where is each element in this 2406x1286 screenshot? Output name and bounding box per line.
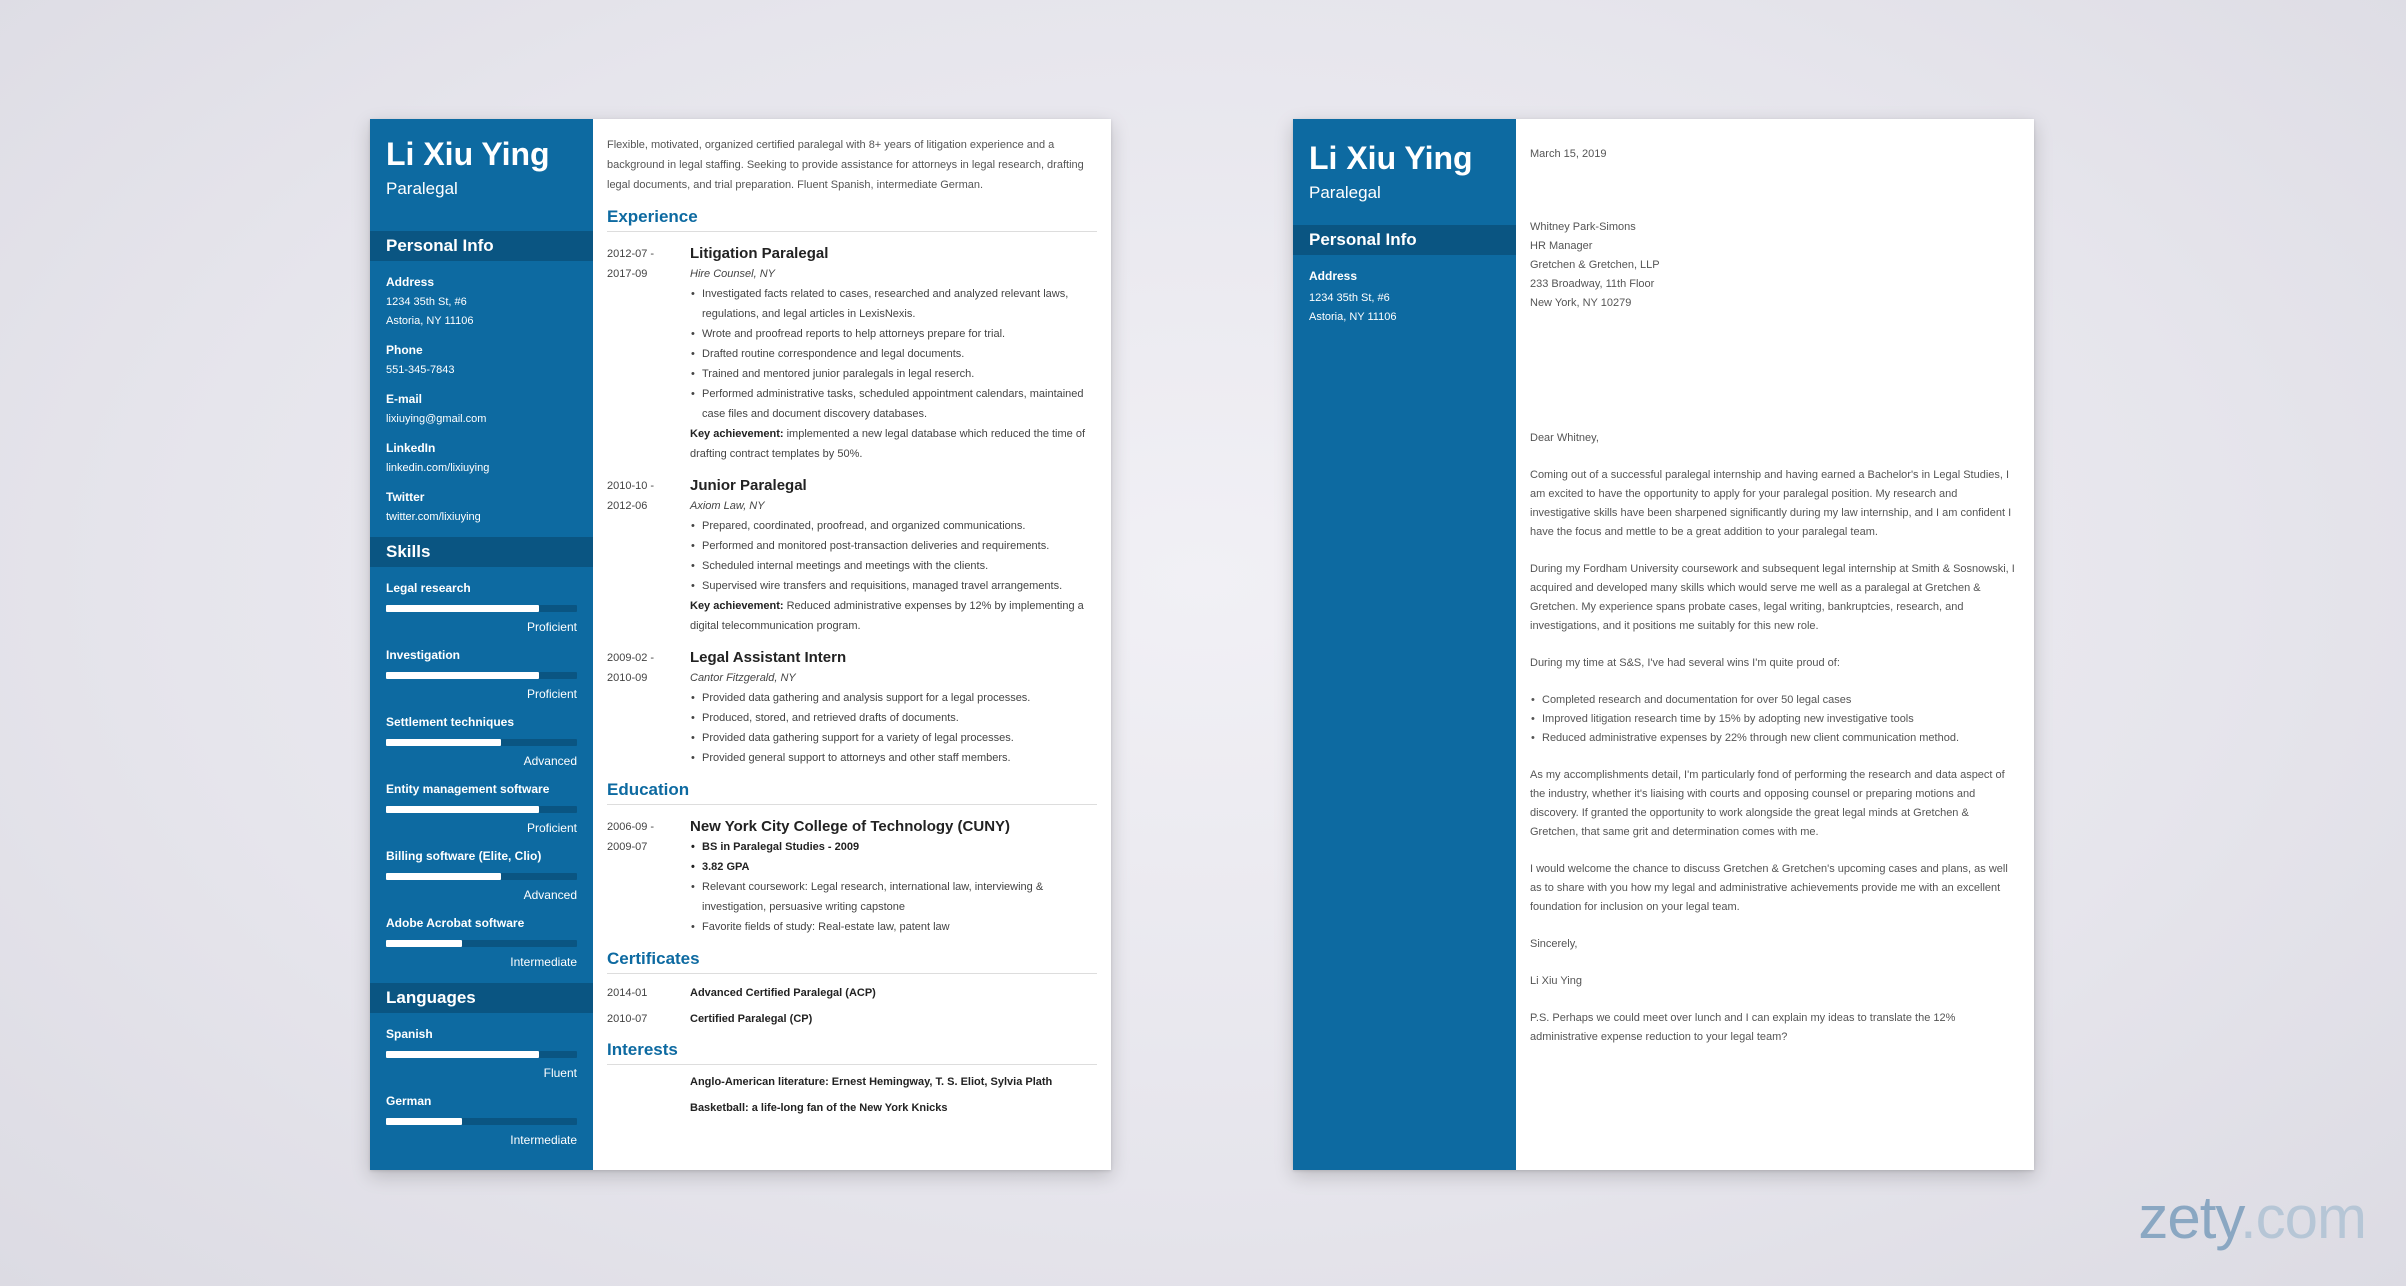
experience-heading: Experience xyxy=(607,207,1097,232)
recipient-line: Whitney Park-Simons xyxy=(1530,221,1636,233)
experience-entry xyxy=(607,476,1097,636)
skill-item xyxy=(370,849,593,902)
skill-bar xyxy=(386,806,577,813)
interests-heading: Interests xyxy=(607,1040,1097,1065)
skill-bar xyxy=(386,1051,577,1058)
skill-name: Entity management software xyxy=(386,782,550,796)
job-duty: • Provided general support to attorneys and other staff members. xyxy=(702,748,1097,768)
education-fields: • Favorite fields of study: Real-estate law, patent law xyxy=(702,917,1097,937)
job-duty: • Provided data gathering and analysis support for a legal processes. xyxy=(702,688,1097,708)
info-label: LinkedIn xyxy=(386,441,436,455)
paragraph-3: During my time at S&S, I've had several wins I'm quite proud of: xyxy=(1530,657,1840,669)
skill-item xyxy=(370,916,593,969)
win-item: • Improved litigation research time by 15% by adopting new investigative tools xyxy=(1542,710,2020,729)
skill-item xyxy=(370,1027,593,1080)
skill-bar-fill xyxy=(386,1118,462,1125)
skill-name: Legal research xyxy=(386,581,471,595)
languages-heading: Languages xyxy=(370,983,593,1013)
skill-item xyxy=(370,648,593,701)
job-title: Litigation Paralegal xyxy=(690,245,829,262)
interest-item: Basketball: a life-long fan of the New York Knicks xyxy=(690,1102,948,1114)
job-duty: • Performed administrative tasks, scheduled appointment calendars, maintained case files and document discovery databases. xyxy=(702,384,1097,424)
experience-body xyxy=(690,476,1097,636)
experience-date-start: 2009-02 - xyxy=(607,652,655,664)
recipient-line: Gretchen & Gretchen, LLP xyxy=(1530,259,1660,271)
skill-bar xyxy=(386,940,577,947)
info-label: Phone xyxy=(386,343,423,357)
skill-level: Intermediate xyxy=(510,1133,577,1147)
paragraph-5: I would welcome the chance to discuss Gretchen & Gretchen's upcoming cases and plans, as well as to share with you how my legal and administrative achievements provide me with an excellent foundation for inclusion on your legal team. xyxy=(1530,863,2008,913)
skill-bar xyxy=(386,873,577,880)
letter-name: Li Xiu Ying xyxy=(1309,140,1473,176)
skill-bar xyxy=(386,605,577,612)
resume-name: Li Xiu Ying xyxy=(386,136,550,172)
education-heading: Education xyxy=(607,780,1097,805)
skill-name: Investigation xyxy=(386,648,461,662)
logo-brand: zety xyxy=(2138,1184,2240,1251)
skill-item xyxy=(370,581,593,634)
job-duty: • Scheduled internal meetings and meetings with the clients. xyxy=(702,556,1097,576)
skill-item xyxy=(370,1094,593,1147)
recipient-line: 233 Broadway, 11th Floor xyxy=(1530,278,1655,290)
skill-bar xyxy=(386,1118,577,1125)
skill-bar-fill xyxy=(386,873,501,880)
skill-level: Proficient xyxy=(526,620,577,634)
skill-bar-fill xyxy=(386,605,539,612)
experience-date-end: 2012-06 xyxy=(607,500,648,512)
languages-list xyxy=(370,1027,593,1147)
certificates-heading: Certificates xyxy=(607,949,1097,974)
skill-name: Billing software (Elite, Clio) xyxy=(386,849,542,863)
experience-list xyxy=(607,244,1097,768)
certificate-name: Certified Paralegal (CP) xyxy=(690,1013,813,1025)
skills-list xyxy=(370,581,593,969)
education-date-start: 2006-09 - xyxy=(607,821,655,833)
cover-letter-page xyxy=(1293,119,2034,1170)
win-item: • Reduced administrative expenses by 22% through new client communication method. xyxy=(1542,729,2020,748)
experience-body xyxy=(690,648,1097,768)
letter-body xyxy=(1516,119,2034,1170)
certificate-date: 2014-01 xyxy=(607,987,648,999)
education-school: New York City College of Technology (CUNY) xyxy=(690,818,1011,835)
job-duty: • Wrote and proofread reports to help attorneys prepare for trial. xyxy=(702,324,1097,344)
job-duties xyxy=(690,284,1097,424)
skill-item xyxy=(370,782,593,835)
skill-level: Advanced xyxy=(523,888,577,902)
education-gpa: • 3.82 GPA xyxy=(702,857,1097,877)
job-duty: • Trained and mentored junior paralegals in legal reserch. xyxy=(702,364,1097,384)
paragraph-4: As my accomplishments detail, I'm particularly fond of performing the research and data aspect of the industry, whether it's liaising with courts and opposing counsel or preparing motions and discovery. If granted the opportunity to work alongside the great legal minds at Gretchen & Gretchen, that same grit and determination comes with me. xyxy=(1530,769,2005,838)
key-achievement-label: Key achievement: xyxy=(690,428,784,440)
recipient-line: HR Manager xyxy=(1530,240,1593,252)
letter-job-title: Paralegal xyxy=(1309,183,1381,202)
paragraph-2: During my Fordham University coursework and subsequent legal internship at Smith & Sosnowski, I acquired and developed many skills which would serve me well as a paralegal at Gretchen & Gretchen. My experience spans probate cases, legal writing, bankruptcies, research, and investigations, and it positions me suitably for this new role. xyxy=(1530,563,2015,632)
info-value: linkedin.com/lixiuying xyxy=(386,462,490,474)
info-label: Address xyxy=(386,275,435,289)
certificate-row xyxy=(607,1010,1097,1028)
experience-body xyxy=(690,244,1097,464)
recipient-block xyxy=(1530,218,2020,313)
job-company: Axiom Law, NY xyxy=(690,500,765,512)
job-duty: • Performed and monitored post-transaction deliveries and requirements. xyxy=(702,536,1097,556)
skill-bar-fill xyxy=(386,672,539,679)
resume-page xyxy=(370,119,1111,1170)
certificate-date: 2010-07 xyxy=(607,1013,648,1025)
job-title: Junior Paralegal xyxy=(690,477,807,494)
job-company: Cantor Fitzgerald, NY xyxy=(690,672,796,684)
logo-suffix: .com xyxy=(2239,1184,2366,1251)
key-achievement xyxy=(690,596,1097,636)
postscript: P.S. Perhaps we could meet over lunch and I can explain my ideas to translate the 12% administrative expense reduction to your legal team? xyxy=(1530,1012,1956,1043)
info-value: 1234 35th St, #6 Astoria, NY 11106 xyxy=(386,296,474,327)
skill-level: Advanced xyxy=(523,754,577,768)
skill-bar-fill xyxy=(386,739,501,746)
job-duty: • Produced, stored, and retrieved drafts of documents. xyxy=(702,708,1097,728)
resume-job-title: Paralegal xyxy=(386,179,458,198)
personal-info-heading: Personal Info xyxy=(370,231,593,261)
experience-date-end: 2010-09 xyxy=(607,672,648,684)
skill-bar-fill xyxy=(386,806,539,813)
skill-level: Fluent xyxy=(543,1066,577,1080)
skill-level: Intermediate xyxy=(510,955,577,969)
info-label: Twitter xyxy=(386,490,425,504)
info-label: E-mail xyxy=(386,392,423,406)
letter-date: March 15, 2019 xyxy=(1530,148,1607,160)
skill-level: Proficient xyxy=(526,821,577,835)
job-duty: • Prepared, coordinated, proofread, and organized communications. xyxy=(702,516,1097,536)
interest-item: Anglo-American literature: Ernest Hemingway, T. S. Eliot, Sylvia Plath xyxy=(690,1076,1053,1088)
resume-sidebar xyxy=(370,119,593,1170)
job-duties xyxy=(690,688,1097,768)
win-item: • Completed research and documentation for over 50 legal cases xyxy=(1542,691,2020,710)
experience-date-end: 2017-09 xyxy=(607,268,648,280)
certificate-row xyxy=(607,984,1097,1002)
skill-name: Settlement techniques xyxy=(386,715,515,729)
wins-list xyxy=(1530,691,2020,748)
job-title: Legal Assistant Intern xyxy=(690,649,847,666)
paragraph-1: Coming out of a successful paralegal internship and having earned a Bachelor's in Legal Studies, I am excited to have the opportunity to apply for your paralegal position. My research and investigative skills have been sharpened significantly during my law internship, and I am confident I have the focus and mettle to be a great addition to your paralegal team. xyxy=(1530,469,2012,538)
resume-main xyxy=(593,119,1111,1170)
skill-bar-fill xyxy=(386,940,462,947)
experience-date-start: 2012-07 - xyxy=(607,248,655,260)
education-coursework: • Relevant coursework: Legal research, international law, interviewing & investigation, persuasive writing capstone xyxy=(702,877,1097,917)
info-value: lixiuying@gmail.com xyxy=(386,413,487,425)
key-achievement-label: Key achievement: xyxy=(690,600,784,612)
key-achievement xyxy=(690,424,1097,464)
certificate-name: Advanced Certified Paralegal (ACP) xyxy=(690,987,876,999)
letter-address-label: Address xyxy=(1309,269,1358,283)
job-duty: • Supervised wire transfers and requisitions, managed travel arrangements. xyxy=(702,576,1097,596)
job-duty: • Provided data gathering support for a variety of legal processes. xyxy=(702,728,1097,748)
experience-entry xyxy=(607,244,1097,464)
summary-text: Flexible, motivated, organized certified paralegal with 8+ years of litigation experience and a background in legal staffing. Seeking to provide assistance for attorneys in legal research, drafting legal documents, and trial preparation. Fluent Spanish, intermediate German. xyxy=(607,139,1084,191)
key-achievement-text: Reduced administrative expenses by 12% by implementing a digital telecommunication program. xyxy=(690,600,1084,632)
experience-date-start: 2010-10 - xyxy=(607,480,655,492)
info-value: twitter.com/lixiuying xyxy=(386,511,481,523)
experience-entry xyxy=(607,648,1097,768)
job-duty: • Drafted routine correspondence and legal documents. xyxy=(702,344,1097,364)
salutation: Dear Whitney, xyxy=(1530,432,1599,444)
skill-name: Adobe Acrobat software xyxy=(386,916,525,930)
skills-heading: Skills xyxy=(370,537,593,567)
job-duties xyxy=(690,516,1097,596)
personal-info-list xyxy=(370,261,593,527)
letter-personal-info-heading: Personal Info xyxy=(1293,225,1516,255)
closing: Sincerely, xyxy=(1530,938,1578,950)
zety-logo xyxy=(2138,1183,2366,1252)
education-degree: • BS in Paralegal Studies - 2009 xyxy=(702,837,1097,857)
skill-item xyxy=(370,715,593,768)
skill-bar xyxy=(386,672,577,679)
experience-dates xyxy=(607,244,690,464)
letter-address-value: 1234 35th St, #6 Astoria, NY 11106 xyxy=(1309,292,1397,323)
experience-dates xyxy=(607,476,690,636)
signature: Li Xiu Ying xyxy=(1530,975,1582,987)
skill-bar-fill xyxy=(386,1051,539,1058)
skill-name: Spanish xyxy=(386,1027,433,1041)
job-company: Hire Counsel, NY xyxy=(690,268,775,280)
experience-dates xyxy=(607,648,690,768)
job-duty: • Investigated facts related to cases, researched and analyzed relevant laws, regulations, and legal articles in LexisNexis. xyxy=(702,284,1097,324)
info-value: 551-345-7843 xyxy=(386,364,455,376)
recipient-line: New York, NY 10279 xyxy=(1530,297,1632,309)
skill-name: German xyxy=(386,1094,432,1108)
skill-level: Proficient xyxy=(526,687,577,701)
key-achievement-text: implemented a new legal database which reduced the time of drafting contract templates by 50%. xyxy=(690,428,1086,460)
letter-sidebar xyxy=(1293,119,1516,1170)
education-date-end: 2009-07 xyxy=(607,841,648,853)
education-entry xyxy=(607,817,1097,937)
skill-bar xyxy=(386,739,577,746)
